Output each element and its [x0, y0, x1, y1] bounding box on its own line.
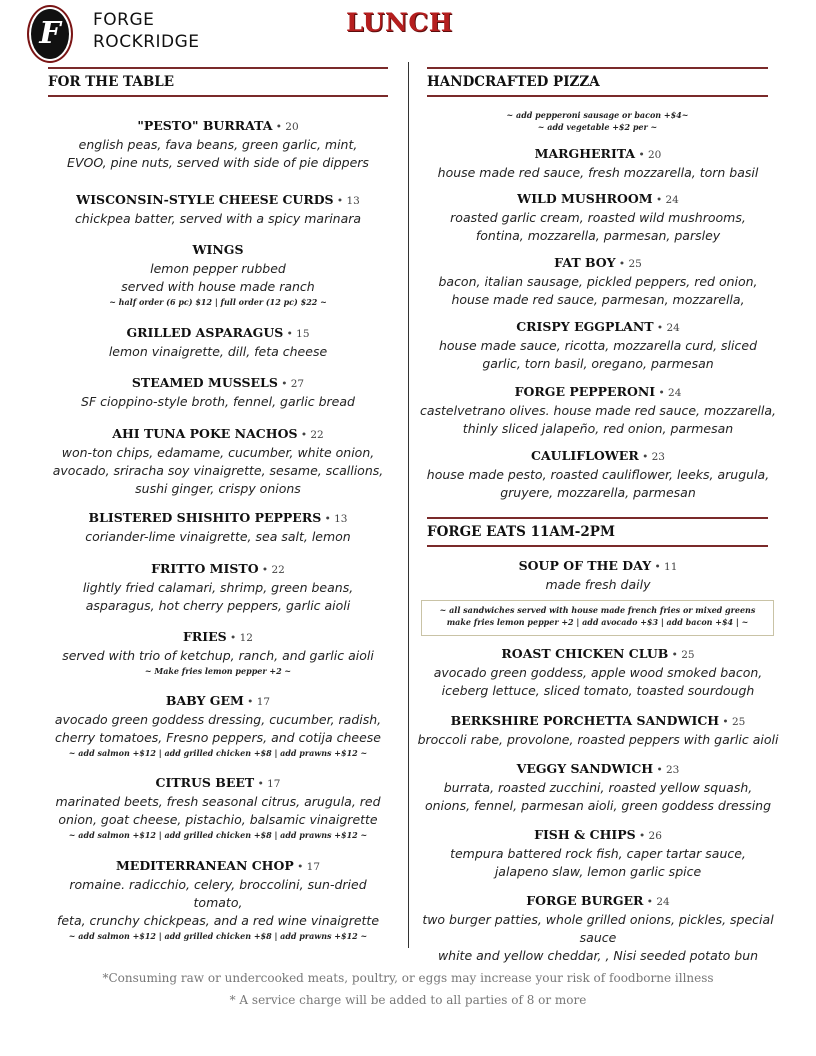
menu-item-price: • 15: [283, 328, 310, 340]
menu-item-name: GRILLED ASPARAGUS: [126, 325, 284, 340]
menu-item-name: BABY GEM: [165, 693, 244, 708]
menu-item-price: • 23: [653, 764, 680, 776]
menu-item-price: • 17: [243, 696, 271, 708]
note-line: ~ all sandwiches served with house made french fries or mixed greens: [439, 605, 756, 615]
menu-item-description: burrata, roasted zucchini, roasted yellow squash,: [443, 780, 753, 795]
menu-item-title: [48, 374, 388, 393]
menu-item-description: lemon pepper rubbed: [150, 261, 286, 276]
menu-item: [415, 892, 781, 965]
menu-item-name: ROAST CHICKEN CLUB: [501, 646, 669, 661]
menu-item-description: roasted garlic cream, roasted wild mushrooms,: [450, 210, 746, 225]
menu-item-description: sushi ginger, crispy onions: [135, 481, 301, 496]
menu-item-description: house made red sauce, parmesan, mozzarella,: [451, 292, 745, 307]
menu-item-description: feta, crunchy chickpeas, and a red wine vinaigrette: [56, 913, 380, 928]
menu-item-addon-note: ~ add salmon +$12 | add grilled chicken +$8 | add prawns +$12 ~: [68, 931, 368, 941]
menu-item: [48, 857, 388, 942]
sandwich-sides-note: [421, 600, 774, 636]
menu-item-title: [415, 254, 781, 273]
menu-item-price: • 17: [293, 861, 321, 873]
menu-item-title: [415, 712, 781, 731]
menu-item-title: [415, 383, 781, 402]
menu-item-description: onions, fennel, parmesan aioli, green goddess dressing: [424, 798, 772, 813]
menu-item-description: bacon, italian sausage, pickled peppers, red onion,: [438, 274, 758, 289]
menu-item-title: [415, 145, 781, 164]
left-column: [48, 0, 388, 1056]
menu-item-price: • 24: [643, 896, 670, 908]
menu-item: [415, 190, 781, 245]
menu-item-description: coriander-lime vinaigrette, sea salt, lemon: [85, 529, 351, 544]
menu-item-title: [48, 117, 388, 136]
menu-item-description: made fresh daily: [545, 577, 651, 592]
menu-item-name: CAULIFLOWER: [531, 448, 639, 463]
menu-item-title: [415, 645, 781, 664]
menu-item-name: BLISTERED SHISHITO PEPPERS: [88, 510, 322, 525]
note-line: make fries lemon pepper +2 | add avocado +$3 | add bacon +$4 | ~: [446, 617, 749, 627]
menu-item-name: MEDITERRANEAN CHOP: [115, 858, 294, 873]
menu-item-description: fontina, mozzarella, parmesan, parsley: [475, 228, 721, 243]
menu-item: [415, 557, 781, 594]
menu-title: LUNCH: [346, 8, 453, 37]
menu-item-description: marinated beets, fresh seasonal citrus, arugula, red: [55, 794, 381, 809]
menu-item-description: broccoli rabe, provolone, roasted peppers with garlic aioli: [417, 732, 779, 747]
menu-item: [48, 425, 388, 498]
menu-item-price: • 26: [635, 830, 662, 842]
column-divider: [408, 62, 409, 948]
menu-item-description: jalapeno slaw, lemon garlic spice: [494, 864, 702, 879]
menu-item-description: house made pesto, roasted cauliflower, leeks, arugula,: [426, 467, 770, 482]
menu-item-title: [415, 760, 781, 779]
menu-item: [415, 254, 781, 309]
menu-item-price: • 25: [719, 716, 746, 728]
menu-item: [48, 692, 388, 759]
menu-item-description: garlic, torn basil, oregano, parmesan: [482, 356, 714, 371]
menu-item-price: • 23: [638, 451, 665, 463]
menu-item-description: lightly fried calamari, shrimp, green beans,: [82, 580, 354, 595]
menu-item-price: • 24: [653, 322, 680, 334]
menu-item-description: iceberg lettuce, sliced tomato, toasted sourdough: [441, 683, 755, 698]
menu-item-description: chickpea batter, served with a spicy marinara: [74, 211, 362, 226]
menu-item-description: lemon vinaigrette, dill, feta cheese: [108, 344, 328, 359]
section-title: HANDCRAFTED PIZZA: [427, 74, 600, 90]
menu-item: [48, 774, 388, 841]
menu-item-name: SOUP OF THE DAY: [518, 558, 652, 573]
menu-item: [48, 509, 388, 546]
menu-item-description: avocado, sriracha soy vinaigrette, sesame, scallions,: [52, 463, 384, 478]
menu-item: [48, 628, 388, 677]
menu-item-title: [415, 826, 781, 845]
menu-item-description: avocado green goddess, apple wood smoked bacon,: [433, 665, 763, 680]
menu-item: [415, 145, 781, 182]
menu-item-price: • 25: [668, 649, 695, 661]
menu-item-description: house made sauce, ricotta, mozzarella curd, sliced: [438, 338, 758, 353]
menu-item-name: FORGE PEPPERONI: [514, 384, 656, 399]
brand-line-1: FORGE: [93, 10, 155, 30]
menu-item-description: served with house made ranch: [121, 279, 315, 294]
section-title: FOR THE TABLE: [48, 74, 175, 90]
menu-item-addon-note: ~ add salmon +$12 | add grilled chicken +$8 | add prawns +$12 ~: [68, 830, 368, 840]
note-line: ~ add pepperoni sausage or bacon +$4~: [506, 110, 689, 120]
menu-item: [48, 191, 388, 228]
menu-item-price: • 22: [297, 429, 324, 441]
menu-item-description: thinly sliced jalapeño, red onion, parmesan: [462, 421, 734, 436]
menu-item-price: • 13: [321, 513, 348, 525]
menu-item-description: two burger patties, whole grilled onions, pickles, special sauce: [422, 912, 774, 945]
menu-item-description: avocado green goddess dressing, cucumber, radish,: [54, 712, 382, 727]
menu-item-description: house made red sauce, fresh mozzarella, torn basil: [437, 165, 759, 180]
menu-item-name: CITRUS BEET: [155, 775, 255, 790]
menu-item: [48, 324, 388, 361]
menu-item-title: [48, 692, 388, 711]
menu-item-title: [48, 241, 388, 260]
menu-item-title: [415, 447, 781, 466]
food-safety-disclaimer: *Consuming raw or undercooked meats, poultry, or eggs may increase your risk of foodborne illness: [102, 971, 714, 985]
pizza-addons-note: [427, 109, 768, 133]
menu-item-description: served with trio of ketchup, ranch, and garlic aioli: [62, 648, 374, 663]
menu-item-title: [415, 557, 781, 576]
menu-item-name: AHI TUNA POKE NACHOS: [112, 426, 298, 441]
menu-item-name: STEAMED MUSSELS: [131, 375, 278, 390]
menu-item-title: [48, 774, 388, 793]
menu-item-name: WISCONSIN-STYLE CHEESE CURDS: [76, 192, 334, 207]
menu-item-price: • 24: [652, 194, 679, 206]
menu-item: [415, 447, 781, 502]
menu-item-description: SF cioppino-style broth, fennel, garlic bread: [81, 394, 355, 409]
menu-item: [415, 826, 781, 881]
menu-item-title: [48, 857, 388, 876]
menu-item-title: [48, 509, 388, 528]
menu-item: [48, 560, 388, 615]
menu-item-price: • 13: [333, 195, 360, 207]
menu-item-addon-note: ~ add salmon +$12 | add grilled chicken +$8 | add prawns +$12 ~: [68, 748, 368, 758]
logo-letter: F: [39, 16, 61, 51]
menu-item-description: romaine. radicchio, celery, broccolini, sun-dried tomato,: [69, 877, 367, 910]
menu-item-title: [415, 190, 781, 209]
menu-item-description: tempura battered rock fish, caper tartar sauce,: [450, 846, 746, 861]
menu-item-name: CRISPY EGGPLANT: [516, 319, 654, 334]
menu-item-name: BERKSHIRE PORCHETTA SANDWICH: [450, 713, 720, 728]
menu-item-description: english peas, fava beans, green garlic, mint,: [78, 137, 358, 152]
menu-item-description: castelvetrano olives. house made red sauce, mozzarella,: [419, 403, 777, 418]
menu-item-price: • 11: [651, 561, 678, 573]
menu-item-title: [415, 892, 781, 911]
menu-item-description: white and yellow cheddar, , Nisi seeded potato bun: [437, 948, 759, 963]
service-charge-note: * A service charge will be added to all parties of 8 or more: [229, 993, 587, 1007]
menu-item-description: won-ton chips, edamame, cucumber, white onion,: [61, 445, 375, 460]
menu-item-name: FRIES: [183, 629, 227, 644]
menu-item-title: [48, 324, 388, 343]
menu-item: [415, 318, 781, 373]
menu-item-name: FRITTO MISTO: [151, 561, 259, 576]
menu-item-name: VEGGY SANDWICH: [516, 761, 654, 776]
menu-item: [415, 760, 781, 815]
right-column: [415, 0, 781, 1056]
menu-item-title: [48, 628, 388, 647]
menu-item: [415, 712, 781, 749]
menu-item-name: WINGS: [192, 242, 244, 257]
menu-item-name: WILD MUSHROOM: [517, 191, 653, 206]
menu-item-description: asparagus, hot cherry peppers, garlic aioli: [85, 598, 351, 613]
note-line: ~ add vegetable +$2 per ~: [537, 122, 658, 132]
menu-item-price: • 22: [258, 564, 285, 576]
menu-item-addon-note: ~ half order (6 pc) $12 | full order (12 pc) $22 ~: [109, 297, 327, 307]
menu-item: [48, 117, 388, 172]
menu-item-title: [48, 191, 388, 210]
menu-item-price: • 24: [655, 387, 682, 399]
menu-item-name: FISH & CHIPS: [534, 827, 636, 842]
menu-item-name: "PESTO" BURRATA: [137, 118, 273, 133]
menu-item: [415, 383, 781, 438]
menu-item-description: gruyere, mozzarella, parmesan: [500, 485, 696, 500]
menu-item-title: [48, 425, 388, 444]
menu-item-price: • 17: [254, 778, 281, 790]
menu-item-price: • 20: [635, 149, 662, 161]
menu-item-description: cherry tomatoes, Fresno peppers, and cotija cheese: [55, 730, 381, 745]
menu-item: [415, 645, 781, 700]
menu-item-description: onion, goat cheese, pistachio, balsamic vinaigrette: [58, 812, 378, 827]
menu-item-title: [415, 318, 781, 337]
section-title: FORGE EATS 11AM-2PM: [427, 524, 615, 540]
menu-item-price: • 12: [226, 632, 253, 644]
menu-item-name: FAT BOY: [554, 255, 616, 270]
menu-item-addon-note: ~ Make fries lemon pepper +2 ~: [144, 666, 292, 676]
menu-item-price: • 27: [277, 378, 305, 390]
menu-item-name: FORGE BURGER: [526, 893, 644, 908]
menu-item-title: [48, 560, 388, 579]
menu-item-description: EVOO, pine nuts, served with side of pie dippers: [67, 155, 369, 170]
brand-line-2: ROCKRIDGE: [93, 32, 200, 52]
menu-item: [48, 374, 388, 411]
menu-item-name: MARGHERITA: [534, 146, 636, 161]
menu-item: [48, 241, 388, 308]
menu-item-price: • 25: [615, 258, 642, 270]
menu-item-price: • 20: [272, 121, 299, 133]
